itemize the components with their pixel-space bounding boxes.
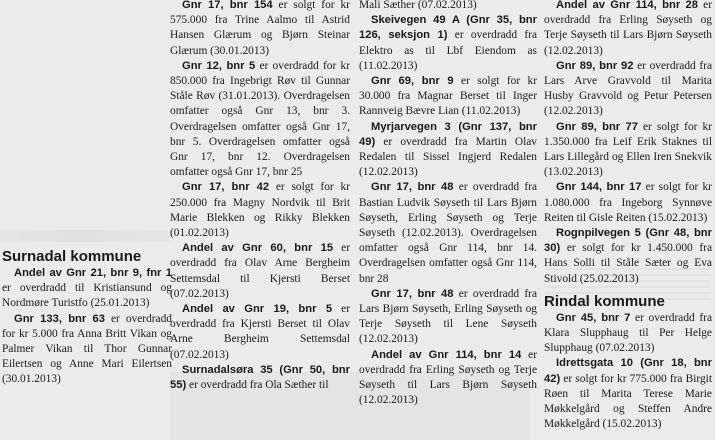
entry-text: er overdradd fra Lars Arve Gravvold til Marita Husby Gravvold og Petur Petersen (12.02.2013) xyxy=(544,59,712,118)
column-3 xyxy=(359,0,537,408)
entry-text: er solgt for kr 775.000 fra Birgit Røen til Marita Terese Marie Møkkelgård og Steffen Andre Møkkelgård (15.02.2013) xyxy=(544,372,712,431)
entry-title: Gnr 17, bnr 154 xyxy=(182,0,273,11)
entry-text: er overdradd fra Lars Bjørn Søyseth, Erling Søyseth og Terje Søyseth til Lene Søyseth (12.02.2013) xyxy=(359,287,537,346)
entry xyxy=(544,356,712,432)
entry xyxy=(170,302,350,363)
entry xyxy=(544,180,712,226)
entry-title: Gnr 17, bnr 42 xyxy=(182,181,270,194)
entry xyxy=(359,120,537,181)
entry-title: Andel av Gnr 114, bnr 14 xyxy=(371,348,522,361)
entry-title: Skeivegen 49 A (Gnr 35, bnr 126, seksjon 1) xyxy=(359,14,537,42)
entry-text: er overdradd fra Elektro as til Lbf Eiendom as (11.02.2013) xyxy=(359,29,537,72)
entry-title: Andel av Gnr 114, bnr 28 xyxy=(556,0,699,11)
entry-title: Gnr 45, bnr 7 xyxy=(556,311,631,324)
entry-text: er overdradd for kr 5.000 fra Anna Britt Vikan og Palmer Vikan til Thor Gunnar Eilertsen og Anne Mari Eilertsen (30.01.2013) xyxy=(2,312,172,386)
entry xyxy=(2,312,172,388)
entry xyxy=(544,59,712,120)
entry xyxy=(359,180,537,286)
entry-title: Gnr 17, bnr 48 xyxy=(371,287,454,300)
entry-text: er overdradd fra Martin Olav Redalen til Sissel Ingjerd Redalen (12.02.2013) xyxy=(359,135,537,179)
entry xyxy=(170,180,350,241)
entry-text: er overdradd fra Kjersti Berset til Olav Arne Bergheim Settemsdal (07.02.2013) xyxy=(170,303,351,361)
entry xyxy=(2,266,172,312)
section-heading-surnadal: Surnadal kommune xyxy=(2,248,142,265)
column-4 xyxy=(544,0,712,432)
entry xyxy=(170,241,350,302)
entry-text: er solgt for kr 250.000 fra Magny Nordvik til Brit Marie Blekken og Rikky Blekken (01.02.2013) xyxy=(170,181,350,240)
entry xyxy=(359,74,537,120)
entry-text: er solgt for kr 1.450.000 fra Hans Solli til Ståle Sæter og Eva Stivold (25.02.2013) xyxy=(544,242,712,285)
entry xyxy=(544,311,712,357)
column-surnadal-start xyxy=(2,248,172,388)
entry-text: er overdradd fra Bastian Ludvik Søyseth til Lars Bjørn Søyseth, Erling Søyseth og Terje Søyseth (12.02.2013). Overdragelsen omfatter også Gnr 114, bnr 14. Overdragelsen omfatter også Gnr 114, bnr 28 xyxy=(359,181,537,285)
entry-text: er solgt for kr 1.350.000 fra Leif Erik Staknes til Lars Lillegård og Ellen Iren Snekvik (13.02.2013) xyxy=(544,120,712,179)
bleed-through-text xyxy=(0,230,170,242)
entry-title: Andel av Gnr 60, bnr 15 xyxy=(182,242,334,255)
entry xyxy=(170,59,350,181)
entry-title: Rognpilvegen 5 (Gnr 48, bnr 30) xyxy=(544,227,712,255)
entry-continuation: Mali Sæther (07.02.2013) xyxy=(359,0,477,11)
entry-text: er solgt for kr 1.080.000 fra Ingeborg Synnøve Reiten til Gisle Reiten (15.02.2013) xyxy=(544,181,712,224)
entry xyxy=(544,226,712,287)
section-heading-rindal: Rindal kommune xyxy=(544,292,665,310)
entry-text: er overdradd fra Erling Søyseth og Terje Søyseth til Lars Bjørn Søyseth (12.02.2013) xyxy=(544,0,712,57)
entry-title: Andel av Gnr 19, bnr 5 xyxy=(182,303,333,316)
entry-text: er overdradd fra Erling Søyseth og Terje Søyseth til Lars Bjørn Søyseth (12.02.2013) xyxy=(359,348,537,407)
entry-title: Gnr 89, bnr 77 xyxy=(556,120,638,133)
entry-text: er overdradd fra Ola Sæther til xyxy=(186,379,329,392)
entry-title: Gnr 144, bnr 17 xyxy=(556,181,642,194)
entry-text: er solgt for kr 575.000 fra Trine Aalmo til Astrid Hansen Glærum og Bjørn Steinar Glærum (30.01.2013) xyxy=(170,0,350,57)
entry xyxy=(170,0,350,59)
entry xyxy=(544,0,712,59)
entry-title: Idrettsgata 10 (Gnr 18, bnr 42) xyxy=(544,357,712,385)
entry-text: er overdradd for kr 850.000 fra Ingebrigt Røv til Gunnar Ståle Røv (31.01.2013). Overdragelsen omfatter også Gnr 13, bnr 3. Overdragelsen omfatter også Gnr 17, bnr 5. Overdragelsen omfatter også Gnr 17, bnr 12. Overdragelsen omfatter også Gnr 17, bnr 25 xyxy=(170,59,351,179)
entry-title: Gnr 12, bnr 5 xyxy=(182,59,256,72)
entry-text: er solgt for kr 30.000 fra Magnar Berset til Inger Rannveig Bævre Lian (11.02.2013) xyxy=(359,75,537,118)
entry-text: er overdradd fra Olav Arne Bergheim Settemsdal til Kjersti Berset (07.02.2013) xyxy=(170,242,350,300)
entry xyxy=(359,13,537,74)
entry-text: er overdradd til Kristiansund og Nordmøre Turistfo (25.01.2013) xyxy=(2,282,172,310)
entry-title: Gnr 133, bnr 63 xyxy=(14,312,105,325)
entry xyxy=(544,120,712,181)
entry-title: Andel av Gnr 21, bnr 9, fnr 1 xyxy=(14,267,172,279)
entry-text: er overdradd fra Klara Slupphaug til Per Helge Slupphaug (07.02.2013) xyxy=(544,311,712,355)
entry-title: Myrjarvegen 3 (Gnr 137, bnr 49) xyxy=(359,120,537,148)
entry xyxy=(170,363,350,393)
column-2 xyxy=(170,0,350,393)
entry xyxy=(359,348,537,409)
entry-title: Surnadalsøra 35 (Gnr 50, bnr 55) xyxy=(170,363,350,392)
entry-title: Gnr 69, bnr 9 xyxy=(371,75,454,88)
entry xyxy=(359,287,537,348)
entry-title: Gnr 89, bnr 92 xyxy=(556,59,634,72)
entry-title: Gnr 17, bnr 48 xyxy=(371,181,454,194)
